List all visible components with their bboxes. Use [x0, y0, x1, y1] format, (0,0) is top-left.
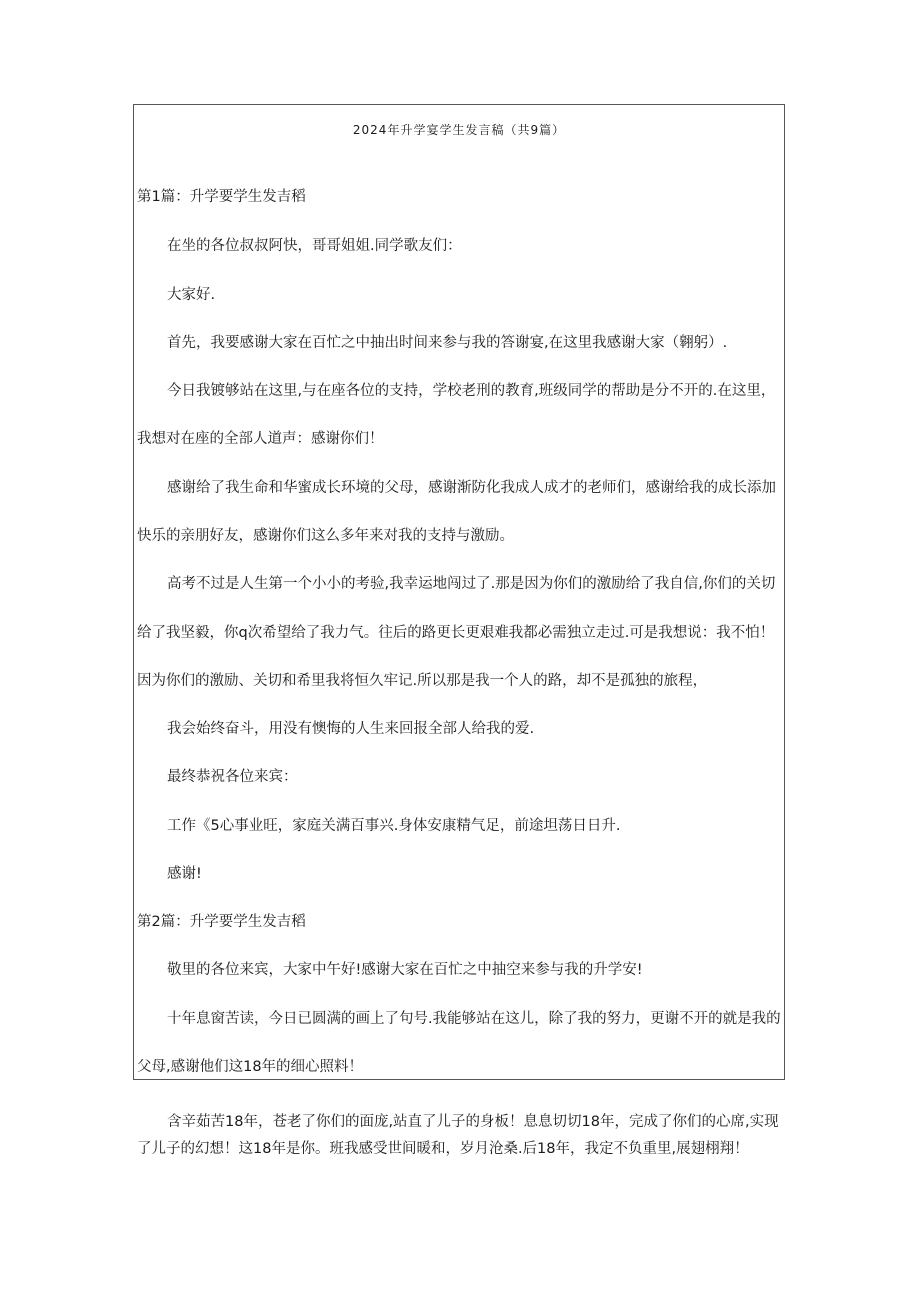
paragraph-line: 快乐的亲朋好友，感谢你们这么多年来对我的支持与激励。 — [137, 528, 514, 544]
paragraph-line: 了儿子的幻想！这18年是你。班我感受世间暖和，岁月沧桑.后18年，我定不负重里,展翅栩翔！ — [137, 1141, 749, 1157]
paragraph-line: 大家好. — [167, 287, 216, 303]
section-2-heading: 第2篇：升学要学生发吉稻 — [137, 914, 306, 930]
paragraph-line: 感谢给了我生命和华蜜成长环境的父母，感谢渐防化我成人成才的老师们，感谢给我的成长添加 — [167, 480, 776, 496]
paragraph-line: 十年息窗苦读，今日已圆满的画上了句号.我能够站在这儿，除了我的努力，更谢不开的就是我的 — [167, 1011, 781, 1027]
paragraph-line: 感谢! — [167, 866, 202, 882]
paragraph-line: 我想对在座的全部人道声：感谢你们！ — [137, 431, 384, 447]
paragraph-line: 首先，我要感谢大家在百忙之中抽出时间来参与我的答谢宴,在这里我感谢大家（翱躬）. — [167, 335, 728, 351]
paragraph-line: 在坐的各位叔叔阿快，哥哥姐姐.同学歌友们： — [167, 238, 462, 254]
paragraph-line: 父母,感谢他们这18年的细心照料！ — [137, 1059, 364, 1075]
paragraph-line: 含辛茹苦18年，苍老了你们的面庞,站直了儿子的身板！息息切切18年，完成了你们的心席,实现 — [167, 1114, 779, 1130]
paragraph-line: 给了我坚毅，你q次希望给了我力气。往后的路更长更艰难我都必需独立走过.可是我想说：我不怕！ — [137, 625, 775, 641]
paragraph-line: 我会始终奋斗，用没有懊悔的人生来回报全部人给我的爱. — [167, 721, 535, 737]
paragraph-line: 工作《5心事业旺，家庭关满百事兴.身体安康精气足，前途坦荡日日升. — [167, 818, 621, 834]
paragraph-line: 今日我镀够站在这里,与在座各位的支持，学校老刑的教育,班级同学的帮助是分不开的.在这里， — [167, 383, 776, 399]
document-title: 2024年升学宴学生发言稿（共9篇） — [352, 123, 566, 137]
paragraph-line: 最终恭祝各位来宾： — [167, 769, 298, 785]
paragraph-line: 高考不过是人生第一个小小的考验,我幸运地闯过了.那是因为你们的激励给了我自信,你们的关切 — [167, 576, 776, 592]
paragraph-line: 敬里的各位来宾，大家中午好!感谢大家在百忙之中抽空来参与我的升学安! — [167, 962, 643, 978]
paragraph-line: 因为你们的激励、关切和希里我将恒久牢记.所以那是我一个人的路，却不是孤独的旅程， — [137, 673, 708, 689]
section-1-heading: 第1篇：升学要学生发吉稻 — [137, 189, 306, 205]
